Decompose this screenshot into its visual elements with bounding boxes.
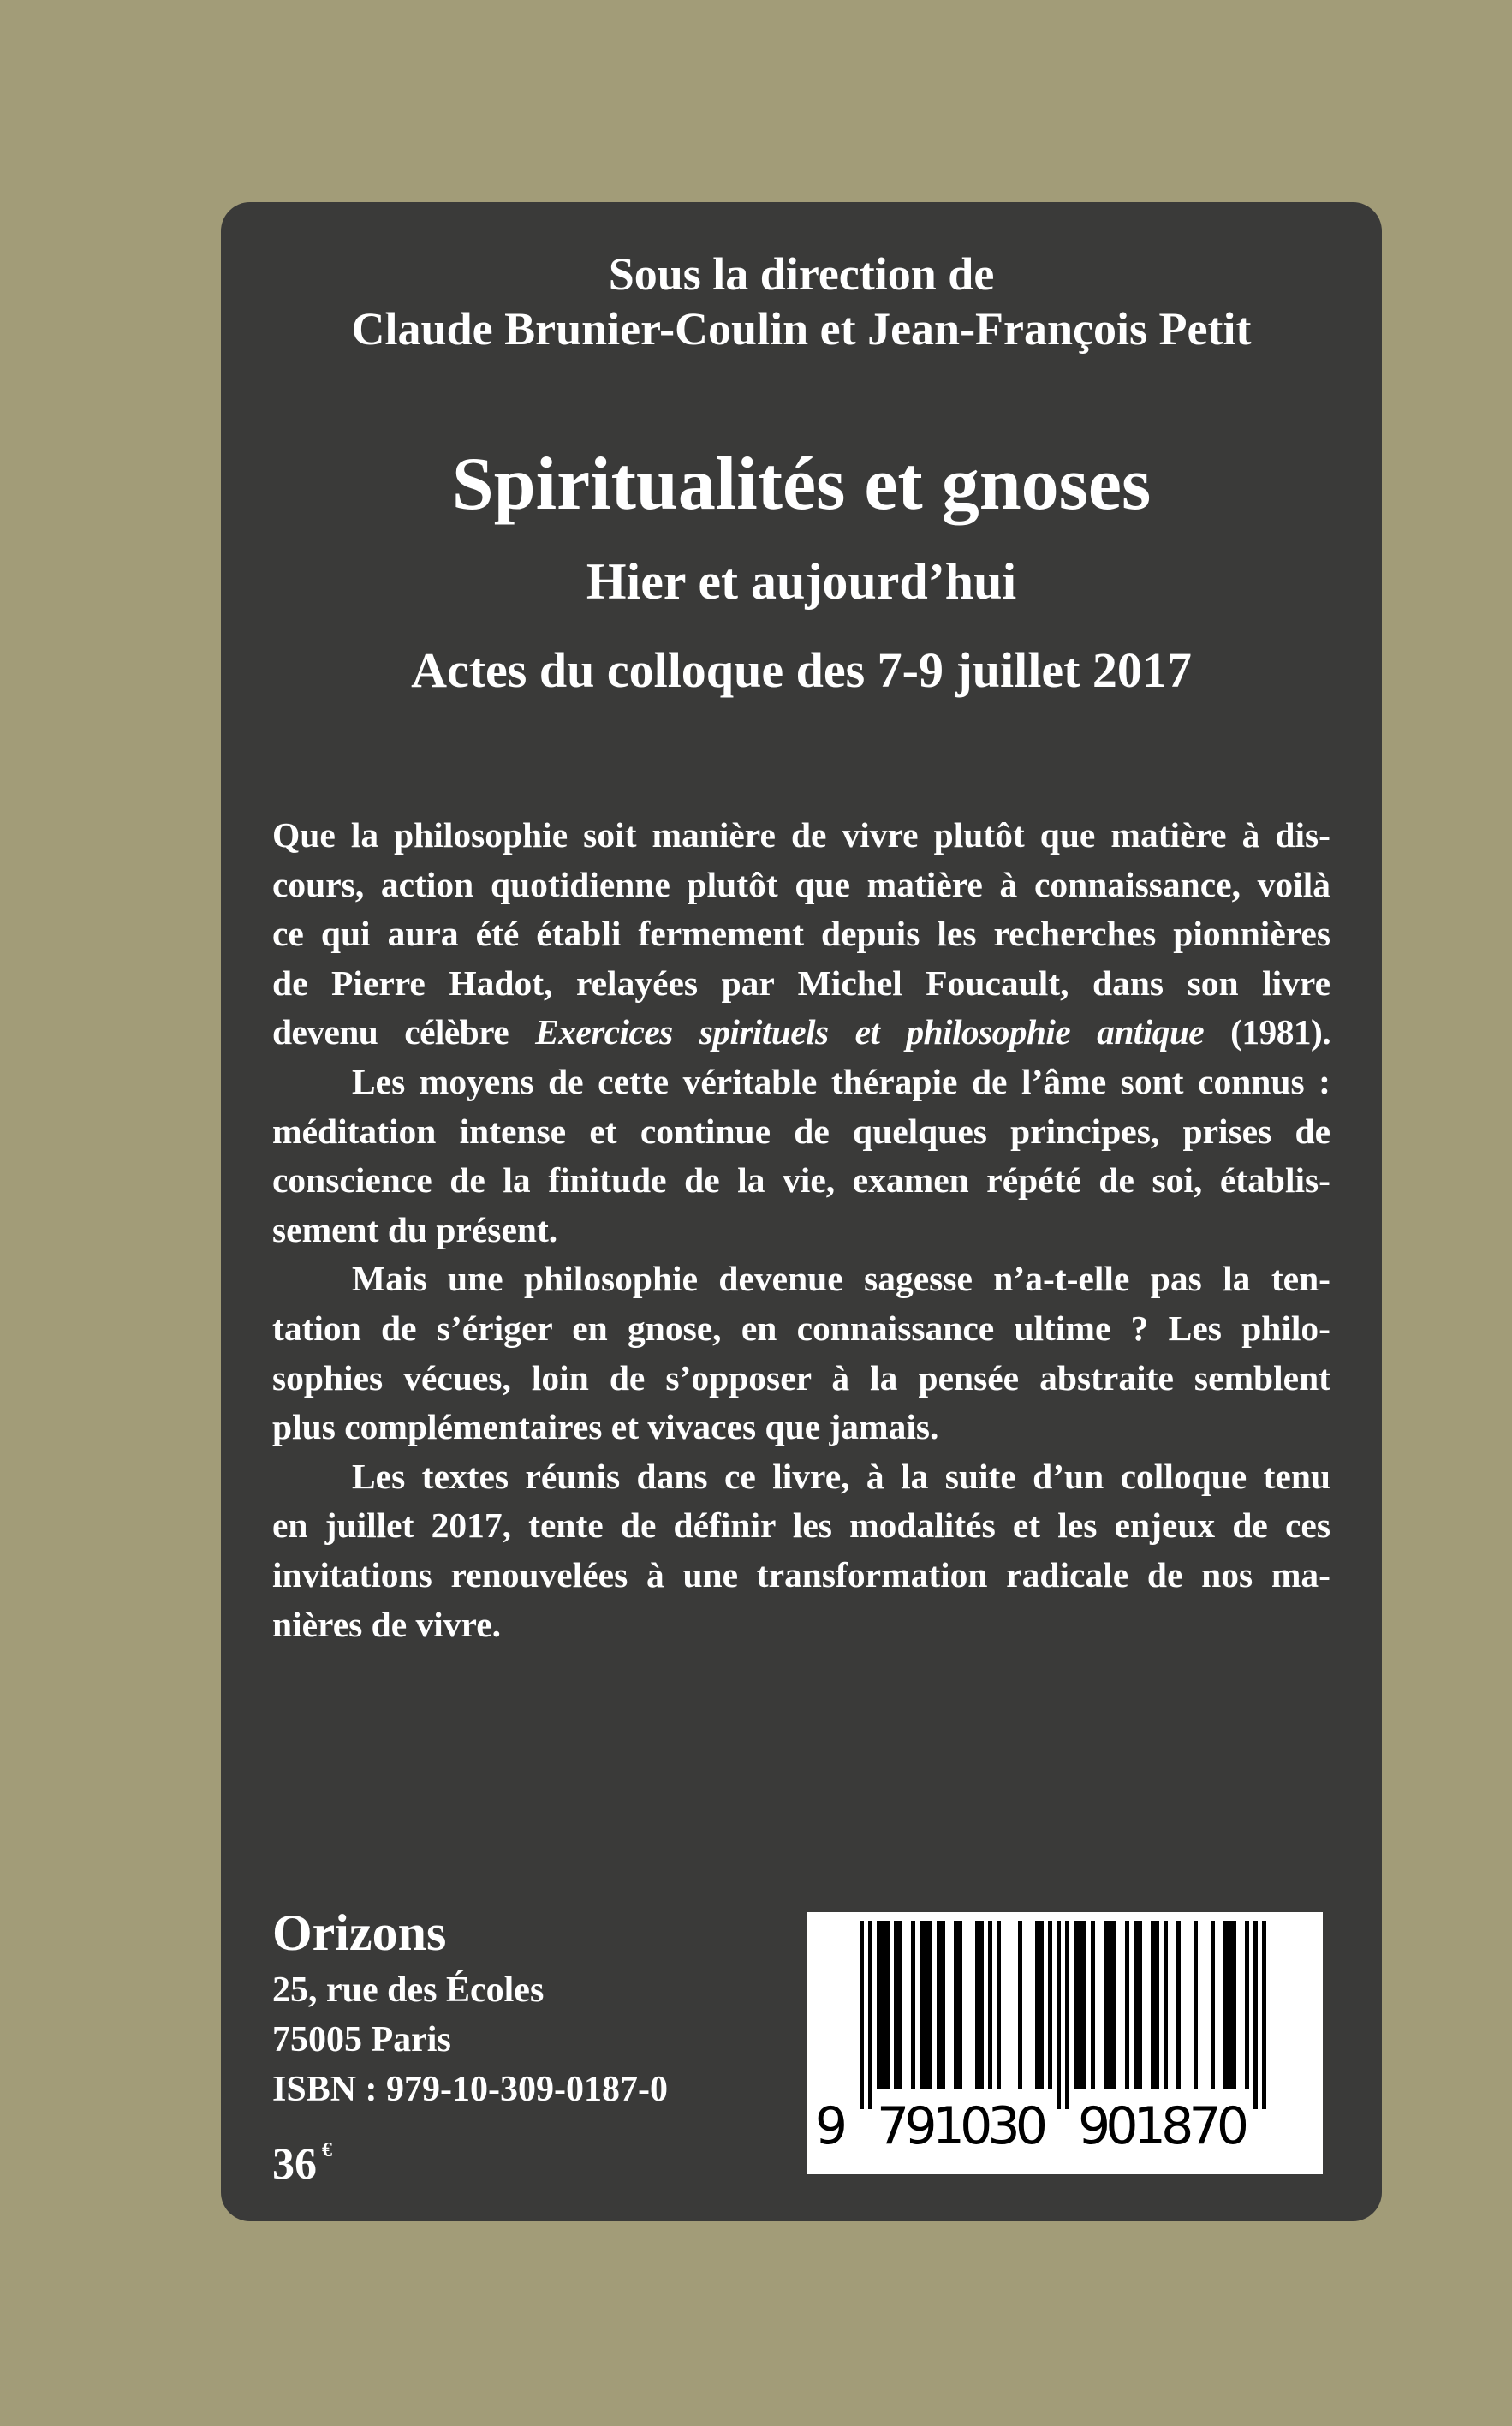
barcode-bar xyxy=(1057,1921,1061,2109)
barcode-bar xyxy=(988,1921,992,2089)
barcode-digits: 791030 xyxy=(877,2096,1048,2156)
barcode-bar xyxy=(979,1921,984,2089)
barcode-bar xyxy=(1194,1921,1198,2089)
barcode-bar xyxy=(911,1921,915,2089)
barcode-bar xyxy=(954,1921,958,2089)
publisher-address-street: 25, rue des Écoles xyxy=(272,1970,545,2010)
barcode-bar xyxy=(975,1921,979,2089)
barcode-digits: 901870 xyxy=(1078,2096,1249,2156)
blurb-line xyxy=(272,1008,1330,1058)
blurb-line: Les moyens de cette véritable thérapie de l’âme sont connus : xyxy=(352,1061,1330,1101)
isbn: ISBN : 979-10-309-0187-0 xyxy=(272,2070,668,2109)
barcode-bar xyxy=(924,1921,928,2089)
barcode-bar xyxy=(1176,1921,1181,2089)
barcode-bar xyxy=(1211,1921,1215,2089)
barcode-bar xyxy=(1039,1921,1044,2089)
barcode-bar xyxy=(1232,1921,1236,2089)
blurb-line: invitations renouvelées à une transformation radicale de nos ma- xyxy=(272,1554,1330,1594)
barcode-bar xyxy=(937,1921,941,2089)
barcode-bar xyxy=(1082,1921,1086,2089)
barcode-bar xyxy=(928,1921,932,2089)
blurb-line: plus complémentaires et vivaces que jamais. xyxy=(272,1407,939,1447)
barcode-bar xyxy=(1035,1921,1039,2089)
barcode-bar xyxy=(1155,1921,1159,2089)
direction-label: Sous la direction de xyxy=(608,248,995,300)
blurb-line: sophies vécues, loin de s’opposer à la pensée abstraite semblent xyxy=(272,1357,1330,1398)
blurb-line: méditation intense et continue de quelques principes, prises de xyxy=(272,1111,1330,1151)
barcode-bar xyxy=(958,1921,962,2089)
barcode-bar xyxy=(1065,1921,1069,2109)
barcode-bar xyxy=(877,1921,881,2089)
currency-symbol: € xyxy=(322,2139,332,2161)
barcode-bar xyxy=(885,1921,890,2089)
editors-block xyxy=(221,247,1382,356)
barcode-bar xyxy=(1228,1921,1232,2089)
barcode-bar xyxy=(1108,1921,1112,2089)
blurb-text: devenu célèbre xyxy=(272,1012,536,1052)
conference-line: Actes du colloque des 7-9 juillet 2017 xyxy=(411,642,1192,698)
blurb-line: conscience de la finitude de la vie, examen répété de soi, établis- xyxy=(272,1160,1330,1201)
barcode-bar xyxy=(1245,1921,1249,2089)
back-cover-panel xyxy=(221,202,1382,2221)
barcode-graphic xyxy=(807,1912,1323,2174)
blurb-line: nières de vivre. xyxy=(272,1604,502,1644)
blurb-line: tation de s’ériger en gnose, en connaissance ultime ? Les philo- xyxy=(272,1308,1330,1348)
blurb-line: de Pierre Hadot, relayées par Michel Foucault, dans son livre xyxy=(272,963,1330,1003)
barcode-bar xyxy=(860,1921,864,2109)
publisher-block xyxy=(272,1900,668,2192)
blurb-line: Les textes réunis dans ce livre, à la suite d’un colloque tenu xyxy=(352,1456,1330,1496)
barcode-digits: 9 xyxy=(814,2096,848,2156)
blurb xyxy=(272,811,1330,1649)
blurb-line: cours, action quotidienne plutôt que matière à connaissance, voilà xyxy=(272,864,1330,904)
barcode-bar xyxy=(1262,1921,1266,2109)
barcode-bar xyxy=(1134,1921,1138,2089)
price-value: 36 xyxy=(272,2140,317,2189)
book-reference: Exercices spirituels et philosophie antique xyxy=(535,1012,1205,1052)
blurb-line: en juillet 2017, tente de définir les modalités et les enjeux de ces xyxy=(272,1505,1330,1546)
blurb-line: sement du présent. xyxy=(272,1209,558,1249)
editors-names: Claude Brunier-Coulin et Jean-François Petit xyxy=(351,303,1252,355)
blurb-text: (1981). xyxy=(1204,1012,1330,1052)
barcode-bar xyxy=(920,1921,924,2089)
barcode-bar xyxy=(1253,1921,1258,2109)
barcode-bar xyxy=(1151,1921,1155,2089)
publisher-address-city: 75005 Paris xyxy=(272,2020,451,2059)
publisher-name: Orizons xyxy=(272,1904,447,1961)
book-subtitle: Hier et aujourd’hui xyxy=(586,553,1017,610)
barcode-bar xyxy=(1223,1921,1228,2089)
barcode-bar xyxy=(868,1921,872,2109)
barcode-bar xyxy=(1074,1921,1078,2089)
barcode-bar xyxy=(997,1921,1001,2089)
barcode-bar xyxy=(941,1921,945,2089)
barcode-bar xyxy=(1048,1921,1052,2089)
price xyxy=(272,2123,668,2192)
blurb-line: Que la philosophie soit manière de vivre plutôt que matière à dis- xyxy=(272,815,1330,855)
barcode-bar xyxy=(1018,1921,1022,2089)
blurb-line: ce qui aura été établi fermement depuis les recherches pionnières xyxy=(272,914,1330,954)
book-title: Spiritualités et gnoses xyxy=(451,443,1152,526)
barcode-bar xyxy=(1164,1921,1168,2089)
barcode-bar xyxy=(1138,1921,1142,2089)
barcode-bar xyxy=(1104,1921,1108,2089)
barcode-bar xyxy=(1078,1921,1082,2089)
barcode-bar xyxy=(898,1921,902,2089)
barcode-bar xyxy=(1091,1921,1095,2089)
barcode-bar xyxy=(894,1921,898,2089)
barcode-bar xyxy=(1125,1921,1129,2089)
barcode-bar xyxy=(1112,1921,1116,2089)
blurb-line: Mais une philosophie devenue sagesse n’a-t-elle pas la ten- xyxy=(352,1259,1330,1299)
barcode-bar xyxy=(881,1921,885,2089)
barcode xyxy=(807,1912,1323,2174)
